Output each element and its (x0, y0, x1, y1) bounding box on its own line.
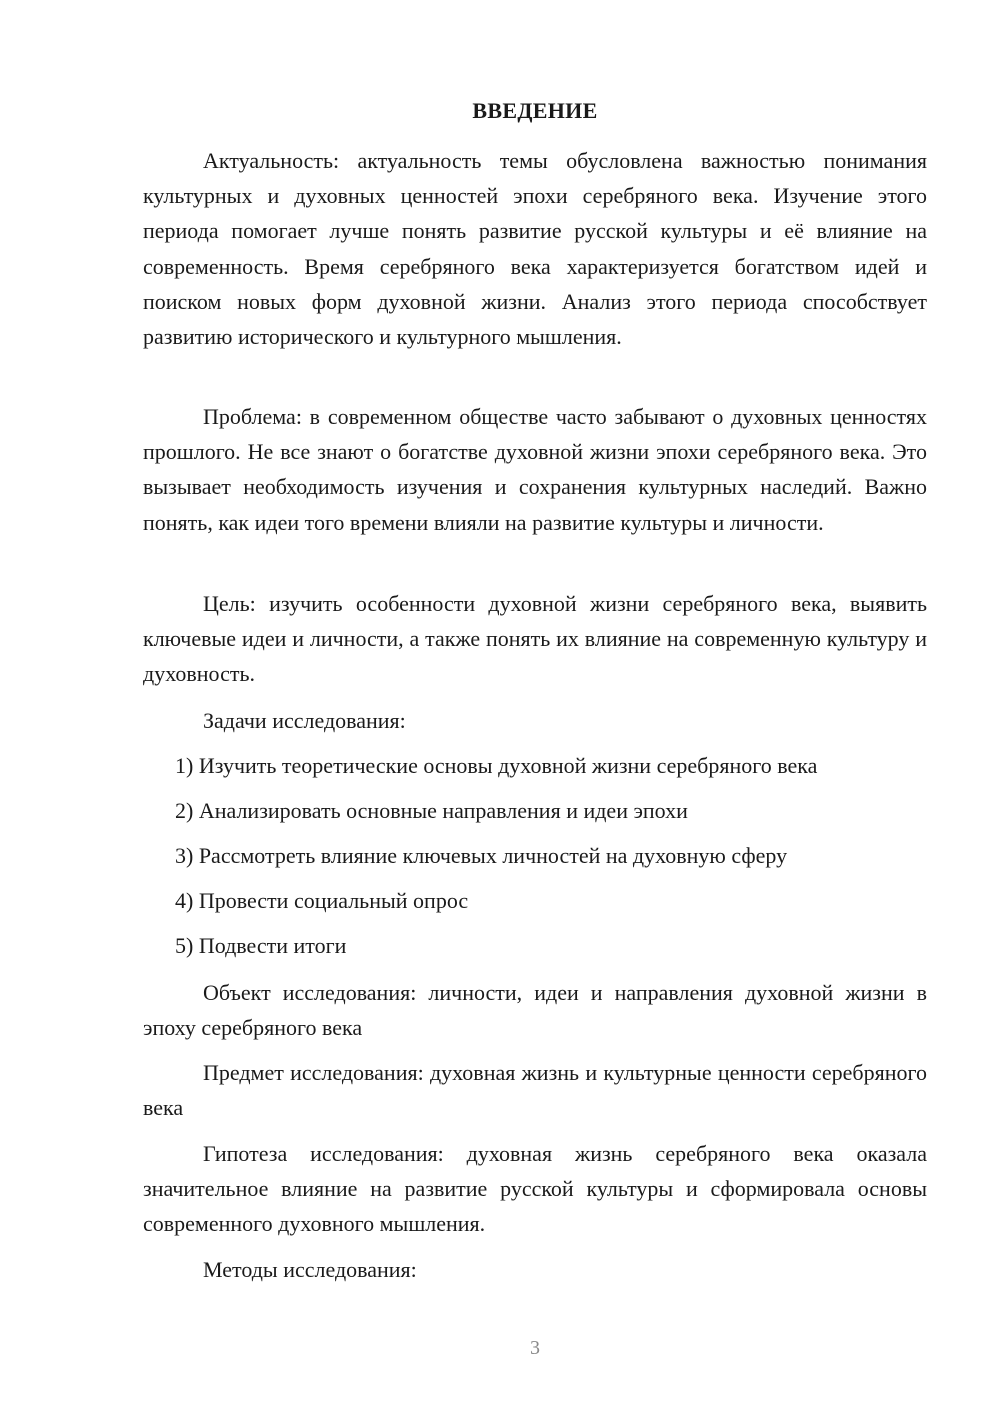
hypothesis-paragraph: Гипотеза исследования: духовная жизнь серебряного века оказала значительное влияние на развитие русской культуры и сформировала основы современного духовного мышления. (143, 1141, 927, 1237)
task-item-3: 3) Рассмотреть влияние ключевых личностей на духовную сферу (175, 843, 788, 868)
task-item-2: 2) Анализировать основные направления и идеи эпохи (175, 798, 688, 823)
task-item-1: 1) Изучить теоретические основы духовной жизни серебряного века (175, 753, 818, 778)
relevance-paragraph: Актуальность: актуальность темы обусловлена важностью понимания культурных и духовных ценностей эпохи серебряного века. Изучение этого периода помогает лучше понять развитие русской культуры и её влияние на современность. Время серебряного века характеризуется богатством идей и поиском новых форм духовной жизни. Анализ этого периода способствует развитию исторического и культурного мышления. (143, 148, 927, 350)
methods-heading: Методы исследования: (203, 1257, 417, 1282)
object-paragraph: Объект исследования: личности, идеи и направления духовной жизни в эпоху серебряного века (143, 980, 927, 1041)
task-item-4: 4) Провести социальный опрос (175, 888, 469, 913)
problem-paragraph: Проблема: в современном обществе часто забывают о духовных ценностях прошлого. Не все знают о богатстве духовной жизни эпохи серебряного века. Это вызывает необходимость изучения и сохранения культурных наследий. Важно понять, как идеи того времени влияли на развитие культуры и личности. (143, 404, 927, 535)
subject-paragraph: Предмет исследования: духовная жизнь и культурные ценности серебряного века (143, 1060, 927, 1121)
tasks-heading: Задачи исследования: (203, 708, 406, 733)
goal-paragraph: Цель: изучить особенности духовной жизни серебряного века, выявить ключевые идеи и личности, а также понять их влияние на современную культуру и духовность. (143, 591, 927, 687)
task-item-5: 5) Подвести итоги (175, 933, 347, 958)
page-number: 3 (530, 1337, 540, 1359)
page-title: ВВЕДЕНИЕ (472, 98, 598, 123)
